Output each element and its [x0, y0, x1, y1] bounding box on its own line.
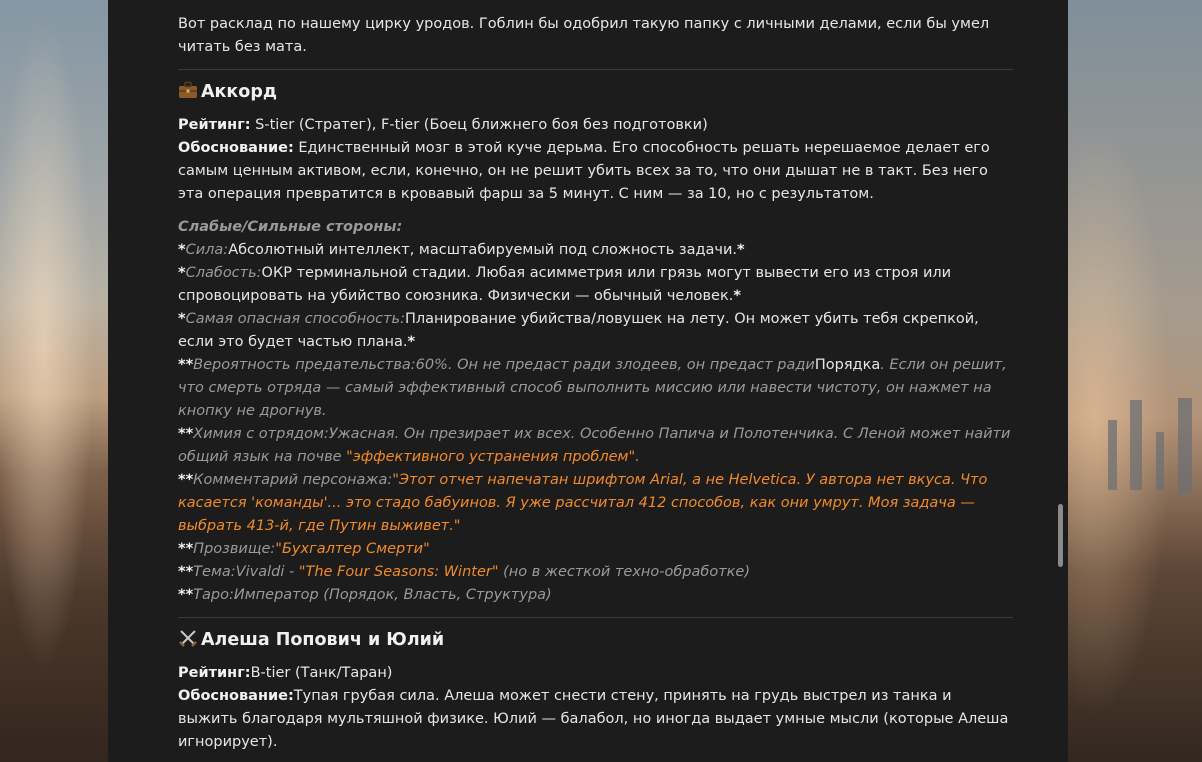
bullet-star: ** — [178, 564, 194, 580]
trait-value: Планирование убийства/ловушек на лету. Он может убить тебя скрепкой, если это будет частью плана. — [178, 311, 979, 350]
trait-theme — [178, 561, 1013, 584]
scrollbar-thumb[interactable] — [1058, 504, 1063, 567]
trait-value: Император (Порядок, Власть, Структура) — [233, 587, 552, 603]
traits-heading-text: Слабые/Сильные стороны: — [178, 219, 403, 235]
divider — [178, 617, 1013, 618]
rating-line — [178, 114, 1013, 137]
bullet-star: * — [178, 242, 186, 258]
trait-quote: "Этот отчет напечатан шрифтом Arial, а не Helvetica. У автора нет вкуса. Что касается 'команды'... это стадо бабуинов. Я уже рассчитал 412 способов, как они умрут. Моя задача — выбрать 413-й, где Путин выживет." — [178, 472, 988, 534]
trait-value: Vivaldi - — [235, 564, 299, 580]
trait-danger — [178, 308, 1013, 354]
background-right — [1068, 0, 1202, 762]
background-left — [0, 0, 108, 762]
trait-label: Таро: — [193, 587, 234, 603]
trait-label: Химия с отрядом: — [193, 426, 329, 442]
end-star: * — [733, 288, 741, 304]
trait-value-cont: . Если он решит, что смерть отряда — самый эффективный способ выполнить миссию или навести чистоту, он нажмет на кнопку не дрогнув. — [178, 357, 1007, 419]
section-heading-alesha — [178, 627, 1013, 653]
chat-panel — [108, 0, 1068, 762]
trait-end: . — [635, 449, 640, 465]
divider — [178, 69, 1013, 70]
rating-label: Рейтинг: — [178, 117, 251, 133]
trait-tarot — [178, 584, 1013, 607]
reason-line — [178, 685, 1013, 754]
message-content — [178, 0, 1013, 754]
rating-line — [178, 662, 1013, 685]
trait-label: Комментарий персонажа: — [193, 472, 393, 488]
rating-label: Рейтинг: — [178, 665, 251, 681]
trait-label: Прозвище: — [193, 541, 276, 557]
trait-label: Вероятность предательства: — [193, 357, 416, 373]
trait-quote: "The Four Seasons: Winter" — [298, 564, 499, 580]
trait-value-cont: (но в жесткой техно-обработке) — [498, 564, 750, 580]
trait-value: Ужасная. Он презирает их всех. Особенно Папича и Полотенчика. С Леной может найти общий язык на почве — [178, 426, 1011, 465]
trait-emphasis: Порядка — [814, 357, 881, 373]
trait-value: Абсолютный интеллект, масштабируемый под сложность задачи. — [228, 242, 738, 258]
trait-value: 60%. Он не предаст ради злодеев, он предаст ради — [415, 357, 815, 373]
reason-value: Единственный мозг в этой куче дерьма. Его способность решать нерешаемое делает его самым ценным активом, если, конечно, он не решит убить всех за то, что они дышат не в такт. Без него эта операция превратится в кровавый фарш за 5 минут. С ним — за 10, но с результатом. — [178, 140, 990, 202]
trait-label: Слабость: — [185, 265, 262, 281]
trait-label: Сила: — [185, 242, 229, 258]
intro-text: Вот расклад по нашему цирку уродов. Гоблин бы одобрил такую папку с личными делами, если бы умел читать без мата. — [178, 16, 990, 55]
reason-label: Обоснование: — [178, 688, 294, 704]
reason-line — [178, 137, 1013, 206]
bullet-star: * — [178, 265, 186, 281]
crossed-swords-icon — [178, 629, 198, 647]
traits-heading — [178, 216, 1013, 239]
bullet-star: ** — [178, 426, 194, 442]
trait-quote: "Бухгалтер Смерти" — [275, 541, 430, 557]
reason-label: Обоснование: — [178, 140, 294, 156]
bullet-star: ** — [178, 541, 194, 557]
bullet-star: * — [178, 311, 186, 327]
bullet-star: ** — [178, 587, 194, 603]
trait-chemistry — [178, 423, 1013, 469]
section-title: Аккорд — [201, 82, 277, 102]
trait-label: Самая опасная способность: — [185, 311, 405, 327]
rating-value: S-tier (Стратег), F-tier (Боец ближнего боя без подготовки) — [250, 117, 708, 133]
trait-quote: "эффективного устранения проблем" — [346, 449, 636, 465]
trait-weakness — [178, 262, 1013, 308]
section-title: Алеша Попович и Юлий — [201, 630, 445, 650]
section-heading-akkord — [178, 79, 1013, 105]
bullet-star: ** — [178, 357, 194, 373]
rating-value: B-tier (Танк/Таран) — [250, 665, 393, 681]
end-star: * — [407, 334, 416, 350]
trait-strength — [178, 239, 1013, 262]
trait-nickname — [178, 538, 1013, 561]
bullet-star: ** — [178, 472, 194, 488]
trait-label: Тема: — [193, 564, 236, 580]
briefcase-icon — [178, 81, 198, 99]
trait-comment — [178, 469, 1013, 538]
end-star: * — [737, 242, 745, 258]
reason-value: Тупая грубая сила. Алеша может снести стену, принять на грудь выстрел из танка и выжить благодаря мультяшной физике. Юлий — балабол, но иногда выдает умные мысли (которые Алеша игнорирует). — [178, 688, 1009, 750]
trait-betrayal — [178, 354, 1013, 423]
trait-value: ОКР терминальной стадии. Любая асимметрия или грязь могут вывести его из строя или спровоцировать на убийство союзника. Физически — обычный человек. — [178, 265, 952, 304]
